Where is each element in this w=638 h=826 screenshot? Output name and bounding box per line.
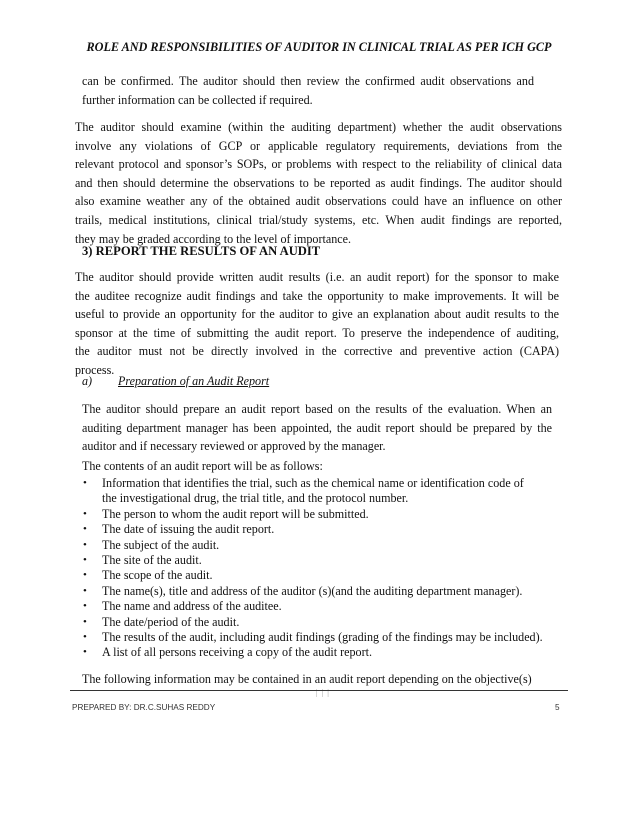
subsection-a-heading [82,374,269,389]
paragraph-line: sponsor at the time of submitting the audit report. To preserve the independence of auditing, [75,325,559,340]
subsection-a-label: a) [82,374,93,388]
paragraph-line: auditing department manager has been appointed, the audit report should be prepared by the [82,420,552,435]
following-text: The following information may be contained in an audit report depending on the objective(s) [82,672,532,686]
paragraph-line: The auditor should provide written audit results (i.e. an audit report) for the sponsor to make [75,270,559,284]
list-item-text: The scope of the audit. [102,568,213,583]
list-item-text: The person to whom the audit report will be submitted. [102,506,369,521]
list-item [82,553,582,568]
paragraph-line: further information can be collected if required. [82,92,313,107]
footer-prepared-by: PREPARED BY: DR.C.SUHAS REDDY [72,703,216,712]
paragraph-line: and then should determine the observations to be reported as audit findings. The auditor should [75,175,562,190]
list-item [82,507,582,522]
list-item [82,522,582,537]
list-item-text: the investigational drug, the trial title, and the protocol number. [102,491,409,506]
page-join-mark: | | | [316,688,330,697]
bullet-icon: • [83,646,87,659]
bullet-icon: • [83,615,87,628]
bullet-icon: • [83,554,87,567]
list-item-text: The name and address of the auditee. [102,599,282,614]
list-item [82,538,582,553]
list-item-text: The results of the audit, including audit findings (grading of the findings may be included). [102,630,543,645]
contents-intro [82,458,323,474]
following-paragraph [82,670,532,689]
paragraph-line: also examine weather any of the obtained audit observations could have an influence on other [75,194,562,209]
bullet-icon: • [83,584,87,597]
bullet-icon: • [83,631,87,644]
paragraph-line: The auditor should prepare an audit report based on the results of the evaluation. When an [82,402,552,416]
continuation-paragraph [82,72,534,109]
paragraph-line: useful to provide an opportunity for the auditor to give an explanation about audit results to the [75,307,559,322]
paragraph-line: auditor and if necessary reviewed or approved by the manager. [82,439,386,454]
paragraph-line: the auditee recognize audit findings and take the opportunity to make improvements. It will be [75,288,559,303]
report-paragraph [75,268,559,380]
paragraph-line: can be confirmed. The auditor should then review the confirmed audit observations and [82,74,534,88]
list-item [82,645,582,660]
footer-rule [70,690,568,691]
list-item-text: The date/period of the audit. [102,614,240,629]
section-3-heading: 3) REPORT THE RESULTS OF AN AUDIT [82,244,321,258]
list-item-text: The site of the audit. [102,553,202,568]
page-header-title: ROLE AND RESPONSIBILITIES OF AUDITOR IN CLINICAL TRIAL AS PER ICH GCP [86,40,552,54]
contents-list [82,476,582,661]
list-item-text: A list of all persons receiving a copy of the audit report. [102,645,373,660]
list-item-text: The name(s), title and address of the auditor (s)(and the auditing department manager). [102,583,523,598]
list-item-text: The subject of the audit. [102,537,220,552]
list-item [82,599,582,614]
contents-intro-text: The contents of an audit report will be as follows: [82,459,323,473]
paragraph-line: involve any violations of GCP or applicable regulatory requirements, deviations from the [75,138,562,153]
list-item [82,568,582,583]
list-item-text: The date of issuing the audit report. [102,522,275,537]
prepare-paragraph [82,400,552,456]
subsection-a-title: Preparation of an Audit Report [118,374,270,388]
paragraph-line: they may be graded according to the level of importance. [75,231,352,246]
bullet-icon: • [83,507,87,520]
bullet-icon: • [83,538,87,551]
list-item [82,630,582,645]
bullet-icon: • [83,569,87,582]
paragraph-line: trails, medical institutions, clinical trial/study systems, etc. When audit findings are reported, [75,212,562,227]
paragraph-line: The auditor should examine (within the auditing department) whether the audit observations [75,120,562,134]
bullet-icon: • [83,523,87,536]
paragraph-line: process. [75,362,115,377]
examine-paragraph [75,118,562,248]
bullet-icon: • [83,477,87,489]
bullet-icon: • [83,600,87,613]
paragraph-line: relevant protocol and sponsor’s SOPs, or problems with respect to the reliability of clinical data [75,157,562,172]
footer-page-number: 5 [555,703,560,712]
list-item [82,584,582,599]
list-item [82,615,582,630]
list-item [82,476,582,507]
list-item-text: Information that identifies the trial, such as the chemical name or identification code of [102,476,524,490]
paragraph-line: the auditor must not be directly involved in the corrective and preventive action (CAPA) [75,344,559,359]
